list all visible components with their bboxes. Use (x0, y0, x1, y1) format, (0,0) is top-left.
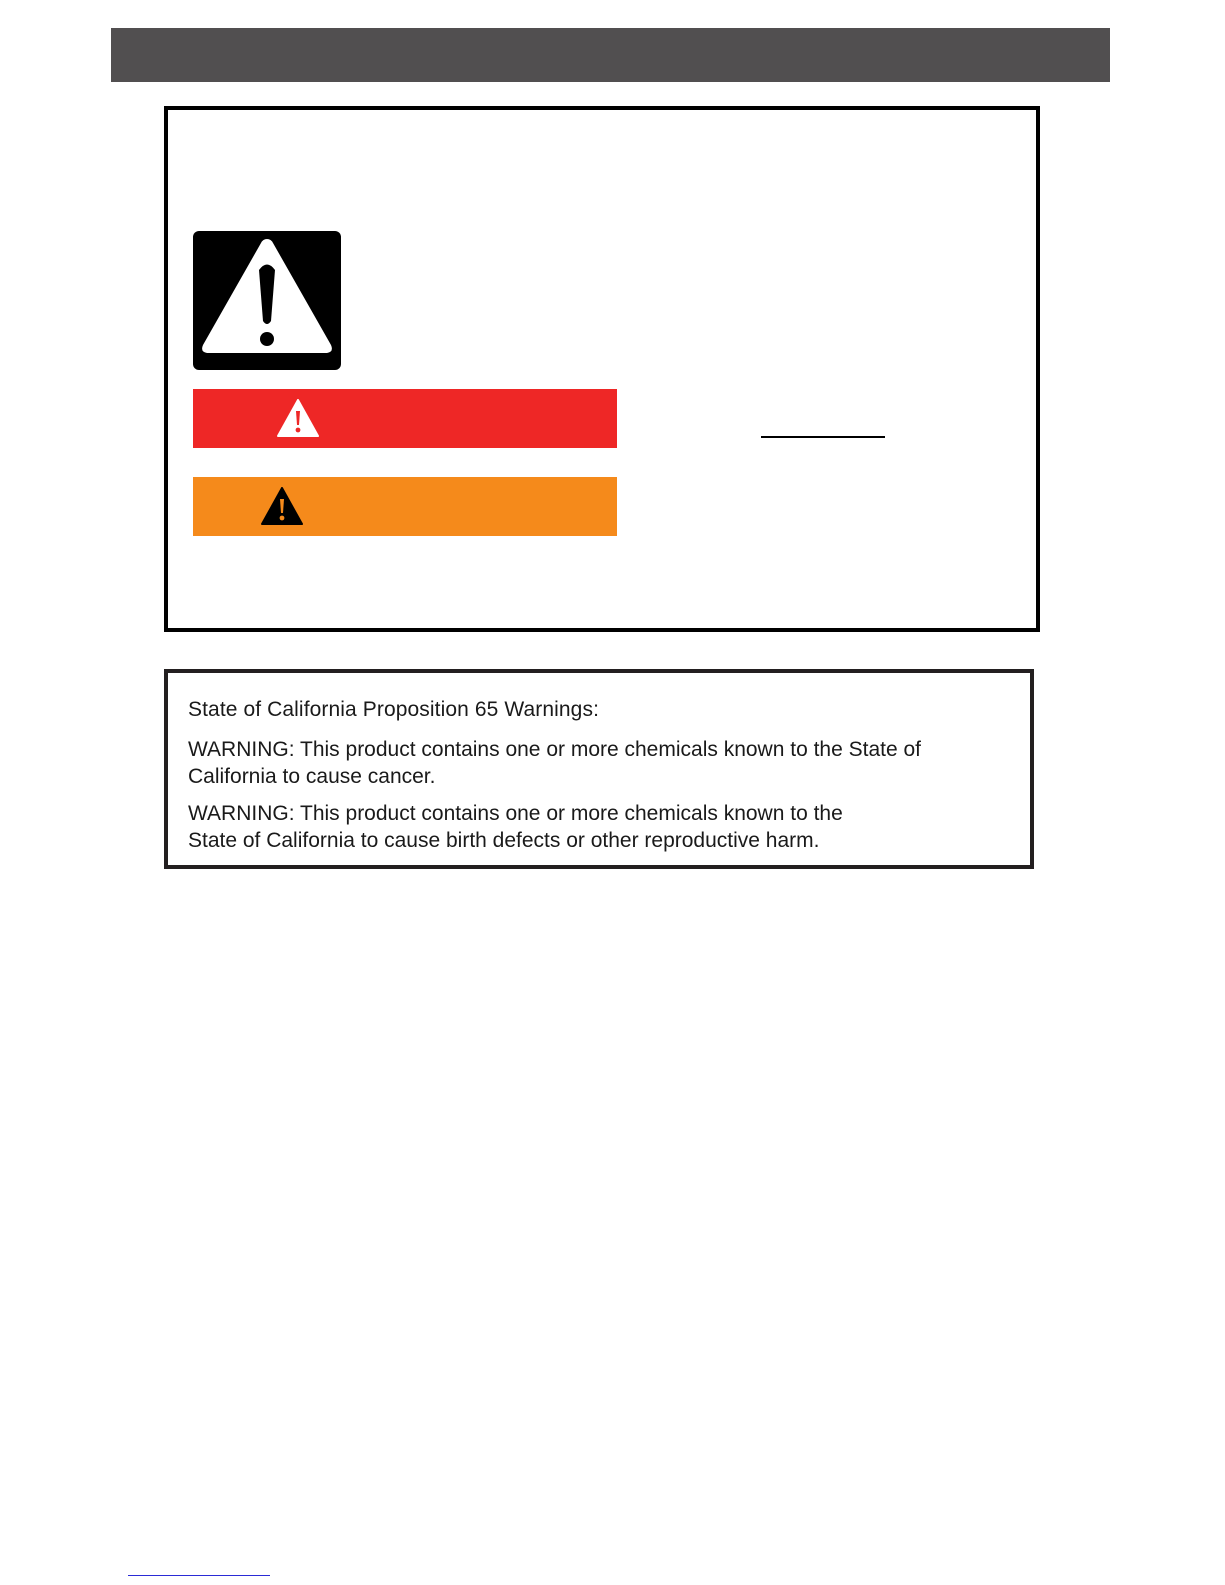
prop65-title: State of California Proposition 65 Warnings: (188, 698, 599, 721)
white-alert-triangle-icon (277, 399, 319, 437)
footer-link-underline[interactable] (128, 1575, 270, 1576)
black-alert-triangle-icon (261, 487, 303, 525)
underline-mark (761, 436, 885, 438)
exclamation-triangle-icon (193, 231, 341, 370)
prop65-birth-defects-warning-line1: WARNING: This product contains one or more chemicals known to the (188, 802, 843, 825)
warning-signal-bar (193, 477, 617, 536)
prop65-cancer-warning-line1: WARNING: This product contains one or more chemicals known to the State of (188, 738, 921, 761)
prop65-cancer-warning (188, 736, 1030, 790)
prop65-warning-box (164, 669, 1034, 869)
header-bar (111, 28, 1110, 82)
prop65-cancer-warning-line2: California to cause cancer. (188, 765, 436, 788)
prop65-birth-defects-warning-line2: State of California to cause birth defects or other reproductive harm. (188, 829, 820, 852)
danger-signal-bar (193, 389, 617, 448)
prop65-birth-defects-warning (188, 800, 1030, 854)
